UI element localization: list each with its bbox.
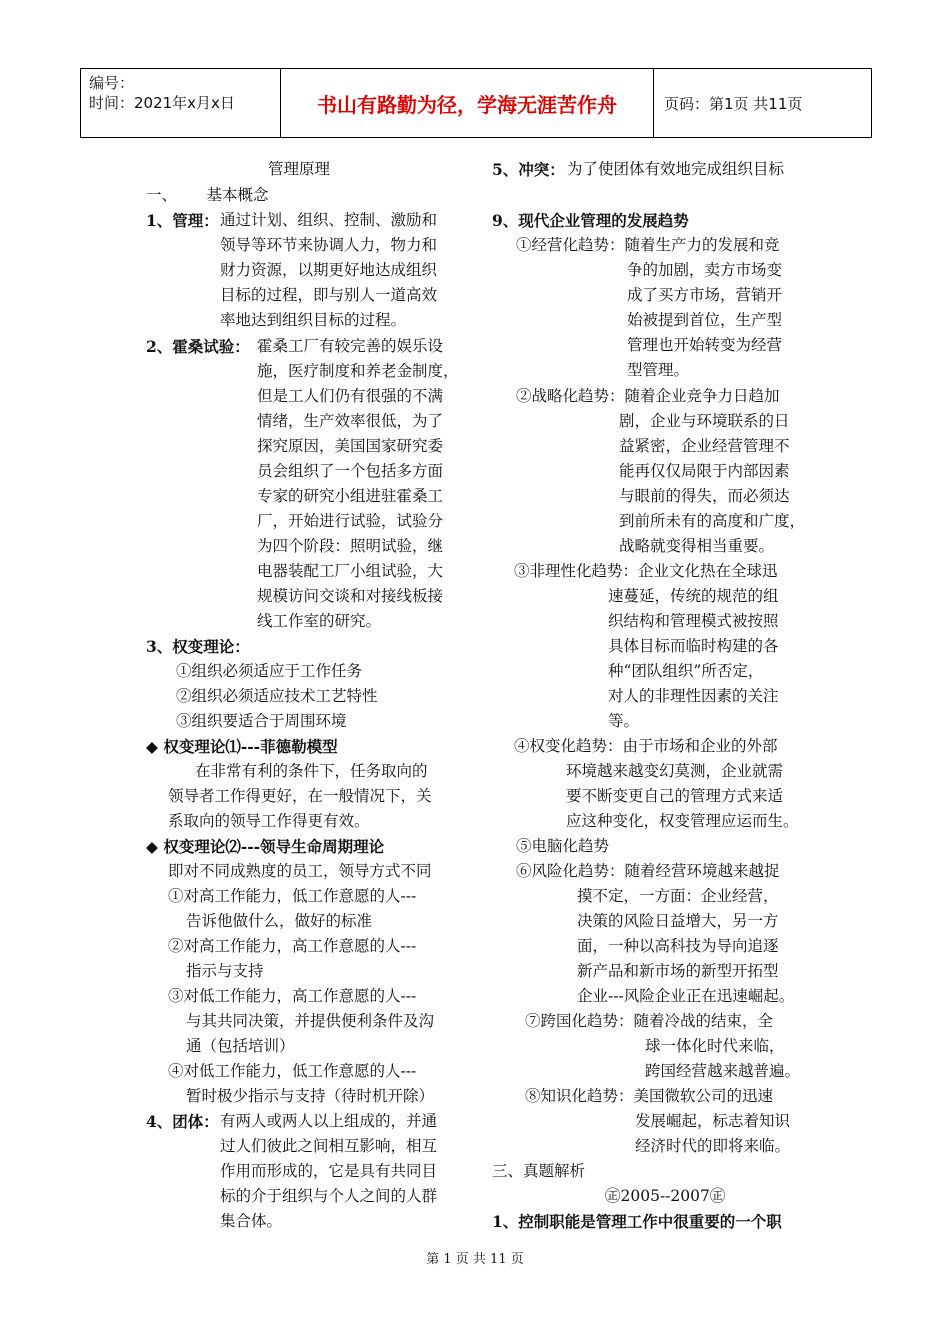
section-3-heading: 三、真题解析 (492, 1162, 586, 1180)
doc-title: 管理原理 (268, 160, 331, 178)
trend-6-line: 新产品和新市场的新型开拓型 (577, 962, 779, 980)
trend-1-line: 管理也开始转变为经营 (627, 336, 783, 354)
item-3-line: ①组织必须适应于工作任务 (176, 662, 363, 680)
bullet-2-line: 与其共同决策，并提供便利条件及沟 (186, 1012, 435, 1030)
motto: 书山有路勤为径，学海无涯苦作舟 (281, 69, 654, 137)
trend-1-line: ①经营化趋势：随着生产力的发展和竞 (516, 236, 780, 254)
item-1-line: 领导等环节来协调人力，物力和 (220, 236, 438, 254)
bullet-1-line: 在非常有利的条件下，任务取向的 (195, 762, 428, 780)
item-3-line: ③组织要适合于周围环境 (176, 712, 347, 730)
item-2-line: 霍桑工厂有较完善的娱乐设 (257, 337, 444, 355)
bullet-2-line: ②对高工作能力，高工作意愿的人--- (168, 937, 417, 955)
item-3-head: 3、权变理论： (146, 637, 250, 656)
trend-4-line: 应这种变化，权变管理应运而生。 (566, 812, 799, 830)
item-4-line: 有两人或两人以上组成的，并通 (220, 1112, 438, 1130)
trend-6-line: ⑥风险化趋势：随着经营环境越来越捉 (516, 862, 780, 880)
item-2-line: 但是工人们仍有很强的不满 (257, 387, 444, 405)
trend-7-line: 跨国经营越来越普遍。 (645, 1062, 801, 1080)
item-4-line: 作用而形成的，它是具有共同目 (220, 1162, 438, 1180)
trend-3-line: 织结构和管理模式被按照 (608, 612, 779, 630)
item-4-line: 过人们彼此之间相互影响，相互 (220, 1137, 438, 1155)
bullet-2-line: ④对低工作能力，低工作意愿的人--- (168, 1062, 417, 1080)
item-4-line: 标的介于组织与个人之间的人群 (220, 1187, 438, 1205)
bullet-2-line: 通（包括培训） (186, 1037, 295, 1055)
trend-7-line: 球一体化时代来临， (645, 1037, 785, 1055)
item-2-line: 探究原因，美国国家研究委 (257, 437, 444, 455)
bullet-2-line: ①对高工作能力，低工作意愿的人--- (168, 887, 417, 905)
trend-2-line: 与眼前的得失，而必须达 (619, 487, 790, 505)
trend-5-line: ⑤电脑化趋势 (516, 837, 610, 855)
item-2-head: 2、霍桑试验： (146, 337, 250, 356)
bullet-2-line: 暂时极少指示与支持（待时机开除） (186, 1087, 435, 1105)
item-1-line: 目标的过程，即与别人一道高效 (220, 286, 438, 304)
trend-6-line: 决策的风险日益增大，另一方 (577, 912, 779, 930)
trend-4-line: 要不断变更自己的管理方式来适 (566, 787, 784, 805)
trend-3-line: 等。 (608, 712, 640, 730)
bullet-1-line: 领导者工作得更好，在一般情况下，关 (168, 787, 432, 805)
trend-1-line: 成了买方市场，营销开 (627, 286, 783, 304)
trend-6-line: 面，一种以高科技为导向追逐 (577, 937, 779, 955)
trend-2-line: ②战略化趋势：随着企业竞争力日趋加 (516, 387, 780, 405)
trend-3-line: 对人的非理性因素的关注 (608, 687, 779, 705)
trend-1-line: 型管理。 (627, 361, 690, 379)
trend-3-line: ③非理性化趋势：企业文化热在全球迅 (514, 562, 778, 580)
item-2-line: 员会组织了一个包括多方面 (257, 462, 444, 480)
item-4-head: 4、团体： (146, 1112, 219, 1131)
header-meta (81, 69, 281, 137)
item-1-line: 通过计划、组织、控制、激励和 (220, 211, 438, 229)
bullet-1-line: 系取向的领导工作得更有效。 (168, 812, 370, 830)
item-2-line: 施，医疗制度和养老金制度， (257, 362, 459, 380)
trend-4-line: 环境越来越变幻莫测，企业就需 (566, 762, 784, 780)
trend-4-line: ④权变化趋势：由于市场和企业的外部 (514, 737, 778, 755)
bullet-2-line: ③对低工作能力，高工作意愿的人--- (168, 987, 417, 1005)
item-2-line: 电器装配工厂小组试验，大 (257, 562, 444, 580)
bullet-1-head: ◆ 权变理论⑴---菲德勒模型 (146, 737, 338, 756)
trend-1-line: 始被提到首位，生产型 (627, 311, 783, 329)
trend-8-line: 发展崛起，标志着知识 (635, 1112, 791, 1130)
item-4-line: 集合体。 (220, 1212, 283, 1230)
bullet-2-line: 告诉他做什么，做好的标准 (186, 912, 373, 930)
trend-8-line: 经济时代的即将来临。 (635, 1137, 791, 1155)
date-label: 时间：2021年x月x日 (89, 94, 235, 112)
header-table (80, 68, 872, 138)
item-5-head: 5、冲突： (492, 160, 565, 179)
trend-3-line: 具体目标而临时构建的各 (608, 637, 779, 655)
question-1: 1、控制职能是管理工作中很重要的一个职 (492, 1212, 782, 1231)
item-1-head: 1、管理： (146, 211, 219, 230)
bullet-2-head: ◆ 权变理论⑵---领导生命周期理论 (146, 837, 385, 856)
exam-years: ㊣2005--2007㊣ (605, 1187, 726, 1205)
bullet-2-line: 即对不同成熟度的员工，领导方式不同 (168, 862, 432, 880)
trend-2-line: 剧，企业与环境联系的日 (619, 412, 790, 430)
section-1-heading: 一、 基本概念 (146, 186, 269, 204)
item-2-line: 专家的研究小组进驻霍桑工 (257, 487, 444, 505)
trend-6-line: 摸不定，一方面：企业经营， (577, 887, 779, 905)
trend-6-line: 企业---风险企业正在迅速崛起。 (577, 987, 795, 1005)
item-9-head: 9、现代企业管理的发展趋势 (492, 211, 689, 230)
trend-7-line: ⑦跨国化趋势：随着冷战的结束，全 (525, 1012, 774, 1030)
trend-2-line: 战略就变得相当重要。 (619, 537, 775, 555)
trend-8-line: ⑧知识化趋势：美国微软公司的迅速 (525, 1087, 774, 1105)
page-footer: 第 1 页 共 11 页 (426, 1252, 524, 1267)
trend-2-line: 能再仅仅局限于内部因素 (619, 462, 790, 480)
item-2-line: 线工作室的研究。 (257, 612, 382, 630)
trend-3-line: 速蔓延，传统的规范的组 (608, 587, 779, 605)
page-label: 页码：第1页 共11页 (664, 94, 803, 113)
bullet-2-line: 指示与支持 (186, 962, 264, 980)
item-3-line: ②组织必须适应技术工艺特性 (176, 687, 378, 705)
item-2-line: 为四个阶段：照明试验，继 (257, 537, 444, 555)
item-1-line: 率地达到组织目标的过程。 (220, 311, 407, 329)
trend-1-line: 争的加剧，卖方市场变 (627, 261, 783, 279)
trend-2-line: 到前所未有的高度和广度， (619, 512, 806, 530)
item-2-line: 情绪，生产效率很低，为了 (257, 412, 444, 430)
item-1-line: 财力资源，以期更好地达成组织 (220, 261, 438, 279)
number-label: 编号： (89, 74, 135, 92)
item-5-line: 为了使团体有效地完成组织目标 (567, 160, 785, 178)
trend-3-line: 种“团队组织”所否定， (608, 662, 764, 680)
item-2-line: 规模访问交谈和对接线板接 (257, 587, 444, 605)
trend-2-line: 益紧密，企业经营管理不 (619, 437, 790, 455)
item-2-line: 厂，开始进行试验，试验分 (257, 512, 444, 530)
